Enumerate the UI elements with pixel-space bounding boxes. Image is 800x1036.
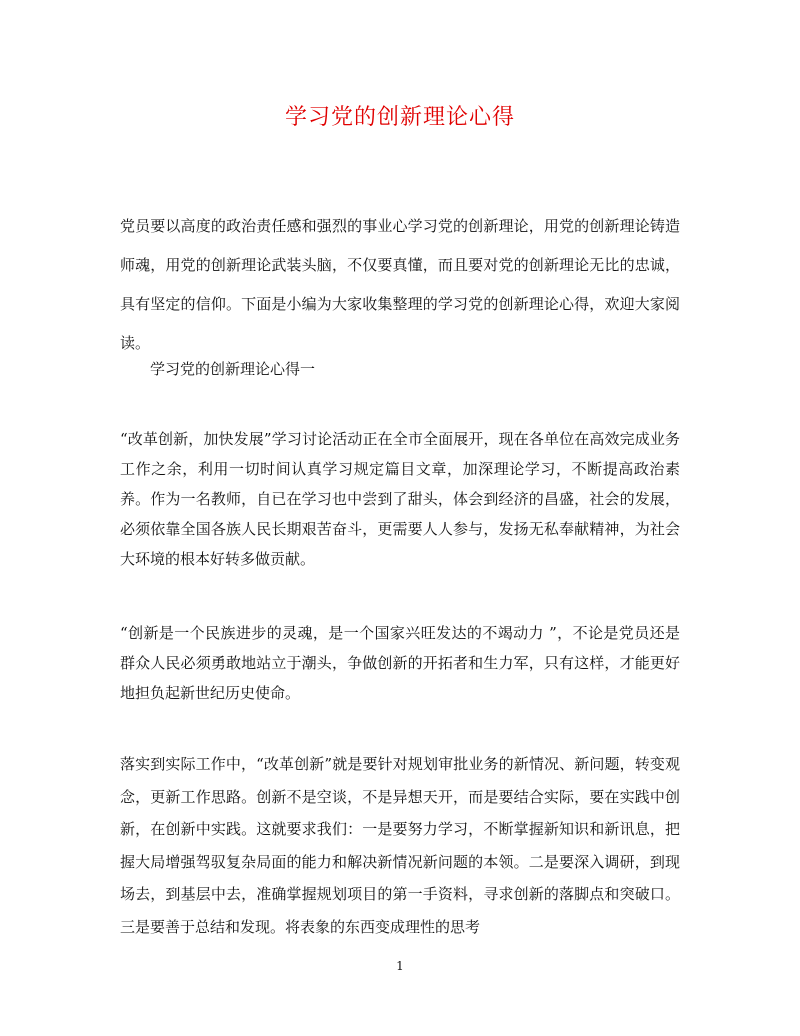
document-title: 学习党的创新理论心得 [284, 105, 515, 130]
intro-paragraph: 党员要以高度的政治责任感和强烈的事业心学习党的创新理论，用党的创新理论铸造师魂，用党的创新理论武装头脑，不仅要真懂，而且要对党的创新理论无比的忠诚，具有坚定的信仰。下面是小编为大家收集整理的学习党的创新理论心得，欢迎大家阅读。 [120, 217, 680, 352]
section-subheading: 学习党的创新理论心得一 [150, 360, 316, 378]
page-number: 1 [396, 959, 404, 973]
body-paragraph-1: “改革创新，加快发展”学习讨论活动正在全市全面展开，现在各单位在高效完成业务工作之余，利用一切时间认真学习规定篇目文章，加深理论学习，不断提高政治素养。作为一名教师，自已在学习也中尝到了甜头，体会到经济的昌盛，社会的发展，必须依靠全国各族人民长期艰苦奋斗，更需要人人参与，发扬无私奉献精神，为社会大环境的根本好转多做贡献。 [120, 430, 680, 568]
body-paragraph-2: “创新是一个民族进步的灵魂，是一个国家兴旺发达的不竭动力 ”，不论是党员还是群众人民必须勇敢地站立于潮头，争做创新的开拓者和生力军，只有这样，才能更好地担负起新世纪历史使命。 [120, 624, 680, 702]
body-paragraph-3: 落实到实际工作中，“改革创新”就是要针对规划审批业务的新情况、新问题，转变观念，更新工作思路。创新不是空谈，不是异想天开，而是要结合实际，要在实践中创新，在创新中实践。这就要求我们：一是要努力学习，不断掌握新知识和新讯息，把握大局增强驾驭复杂局面的能力和解决新情况新问题的本领。二是要深入调研，到现场去，到基层中去，准确掌握规划项目的第一手资料，寻求创新的落脚点和突破口。三是要善于总结和发现。将表象的东西变成理性的思考 [120, 755, 680, 936]
